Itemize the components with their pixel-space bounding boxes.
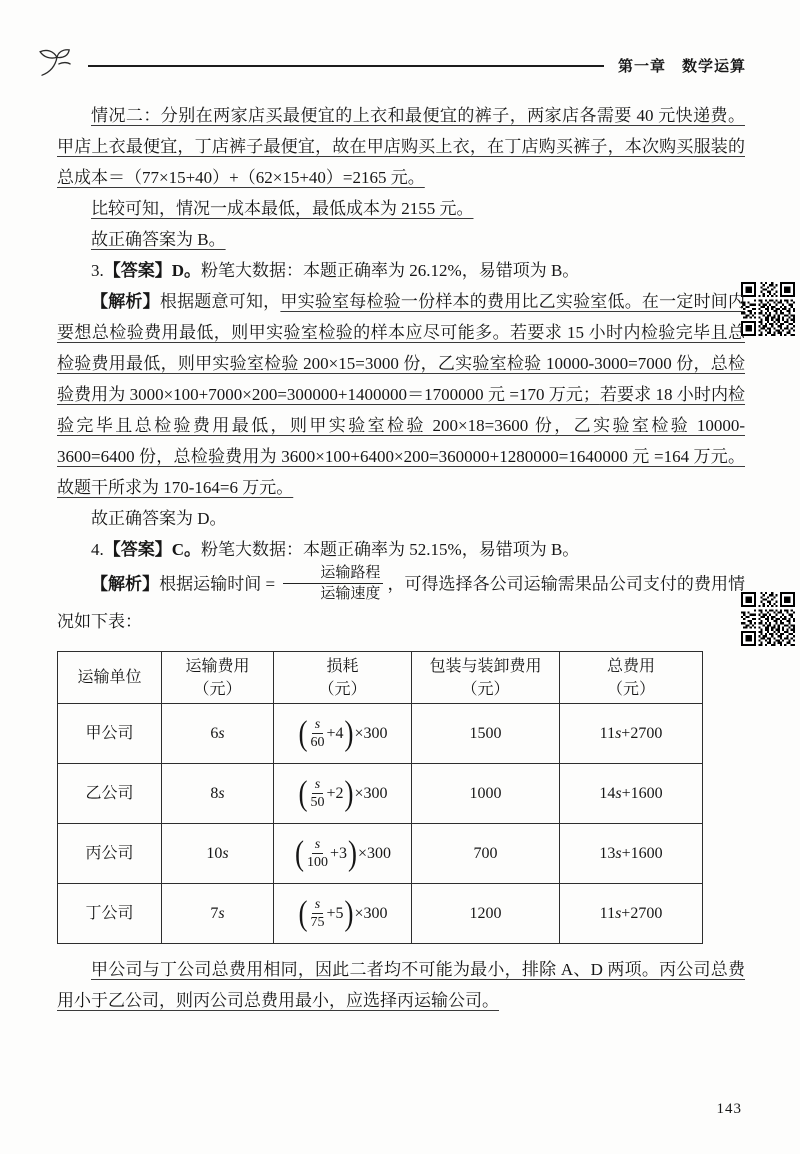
loss-addend: +2 xyxy=(326,785,344,802)
text-segment: 若要求 15 小时内检验完毕且总检验费用最低，则甲实验室检验 200×15=3000 份，乙实验室检验 10000-3000=7000 份，总检验费用为 3000×100+7000×200=300000+1400000＝1700000 元 =170 万元； xyxy=(57,323,745,404)
total-cell xyxy=(560,704,703,764)
cost-var: s xyxy=(222,845,229,862)
fraction xyxy=(308,776,326,811)
fraction-numerator: 运输路程 xyxy=(283,563,383,584)
text-segment: 粉笔大数据：本题正确率为 52.15%，易错项为 B。 xyxy=(201,540,580,559)
text-segment: 【解析】 xyxy=(91,292,160,311)
loss-var: s xyxy=(314,777,321,792)
total-rest: +2700 xyxy=(621,905,663,922)
analysis-label: 【解析】 xyxy=(91,574,160,594)
fraction-denominator: 50 xyxy=(310,795,325,810)
packing-cell: 1000 xyxy=(412,764,560,824)
right-paren: ) xyxy=(344,893,354,933)
right-paren: ) xyxy=(348,833,357,873)
text-segment: 甲公司与丁公司总费用相同，因此二者均不可能为最小，排除 A、D 两项。 xyxy=(91,960,660,979)
cost-cell xyxy=(162,704,274,764)
left-paren: ( xyxy=(298,773,308,813)
loss-addend: +4 xyxy=(326,725,344,742)
fraction xyxy=(305,836,330,871)
formula-suffix: ，可得选择各公司运输需果品公司支付的费用情况如下表： xyxy=(57,574,746,631)
table-row-company-jia xyxy=(58,704,703,764)
left-paren: ( xyxy=(298,713,308,753)
cost-coef: 7 xyxy=(210,905,219,922)
cost-coef: 8 xyxy=(210,785,219,802)
cost-coef: 6 xyxy=(210,725,219,742)
total-coef: 13 xyxy=(599,845,616,862)
cost-var: s xyxy=(218,905,225,922)
fraction-denominator: 60 xyxy=(310,735,325,750)
loss-cell xyxy=(274,824,412,884)
loss-multiplier: ×300 xyxy=(358,845,392,862)
text-segment: 故题干所求为 170-164=6 万元。 xyxy=(57,478,294,497)
header-label: 包装与装卸费用 xyxy=(429,657,542,675)
cost-cell xyxy=(162,824,274,884)
loss-cell xyxy=(274,884,412,944)
text-segment: 4. xyxy=(91,540,104,559)
fraction-numerator xyxy=(312,716,323,734)
total-rest: +2700 xyxy=(621,725,663,742)
text-segment: 若要求 18 小时内检验完毕且总检验费用最低，则甲实验室检验 200×18=3600 份，乙实验室检验 10000-3600=6400 份，总检验费用为 3600×100+6400×200=360000+1280000=1640000 元 =164 万元。 xyxy=(57,385,746,466)
main-content xyxy=(57,100,745,1016)
text-segment: 【答案】C。 xyxy=(103,540,202,559)
loss-multiplier: ×300 xyxy=(354,905,388,922)
case2-paragraph xyxy=(57,100,745,193)
cost-table xyxy=(57,651,703,944)
total-coef: 11 xyxy=(599,725,616,742)
fraction-denominator: 75 xyxy=(310,915,325,930)
loss-cell xyxy=(274,764,412,824)
fraction-numerator xyxy=(312,836,323,854)
text-segment: 3. xyxy=(91,261,104,280)
packing-cell: 700 xyxy=(412,824,560,884)
text-segment: 情况二：分别在两家店买最便宜的上衣和最便宜的裤子，两家店各需要 40 元快递费。甲店上衣最便宜，丁店裤子最便宜，故在甲店购买上衣，在丁店购买裤子，本次购买服装的总成本＝（77×15+40）+（62×15+40）=2165 元。 xyxy=(57,106,745,187)
header-unit: （元） xyxy=(193,680,242,698)
loss-var: s xyxy=(314,717,321,732)
cost-cell xyxy=(162,884,274,944)
table-row-company-ding xyxy=(58,884,703,944)
total-rest: +1600 xyxy=(621,785,663,802)
text-segment: 丙公司总费用小于乙公司，则丙公司总费用最小，应选择丙运输公司。 xyxy=(57,960,746,1010)
total-cell xyxy=(560,884,703,944)
text-segment: 故正确答案为 B。 xyxy=(91,230,226,249)
total-cell xyxy=(560,824,703,884)
loss-addend: +5 xyxy=(326,905,344,922)
chapter-heading xyxy=(618,55,746,76)
table-row-company-yi xyxy=(58,764,703,824)
fraction-numerator xyxy=(312,896,323,914)
loss-var: s xyxy=(314,897,321,912)
page-number: 143 xyxy=(716,1101,742,1117)
text-segment: 甲实验室每检验一份样本的费用比乙实验室低。在一定时间内要想总检验费用最低，则甲实验室检验的样本应尽可能多。 xyxy=(57,292,746,342)
table-header-row xyxy=(58,652,703,704)
right-paren: ) xyxy=(344,773,354,813)
total-var: s xyxy=(615,905,622,922)
company-cell: 丁公司 xyxy=(58,884,162,944)
fraction-numerator xyxy=(312,776,323,794)
q3-answer-line xyxy=(57,503,745,534)
header-label: 损耗 xyxy=(326,657,359,675)
col-header-transport-unit xyxy=(58,652,162,704)
header-label: 运输费用 xyxy=(185,657,250,675)
text-segment: 粉笔大数据：本题正确率为 26.12%，易错项为 B。 xyxy=(201,261,580,280)
loss-addend: +3 xyxy=(329,845,347,862)
cost-var: s xyxy=(218,725,225,742)
q3-analysis-paragraph xyxy=(57,286,745,503)
q3-answer-paragraph xyxy=(57,255,745,286)
table-row-company-bing xyxy=(58,824,703,884)
formula-prefix: 根据运输时间 = xyxy=(159,574,280,594)
fraction-denominator: 运输速度 xyxy=(320,586,381,602)
fraction xyxy=(308,716,326,751)
fraction xyxy=(308,896,326,931)
qr-code xyxy=(741,592,795,646)
comparison-paragraph xyxy=(57,193,745,224)
cost-coef: 10 xyxy=(206,845,223,862)
company-cell: 乙公司 xyxy=(58,764,162,824)
total-rest: +1600 xyxy=(621,845,663,862)
left-paren: ( xyxy=(294,833,304,873)
loss-multiplier: ×300 xyxy=(354,725,388,742)
plant-logo-icon xyxy=(36,48,78,78)
page-header xyxy=(36,48,746,78)
q4-answer-paragraph xyxy=(57,534,745,565)
company-cell: 甲公司 xyxy=(58,704,162,764)
col-header-transport-cost xyxy=(162,652,274,704)
cost-var: s xyxy=(218,785,225,802)
fraction-denominator: 100 xyxy=(306,855,328,870)
total-coef: 14 xyxy=(599,785,616,802)
total-var: s xyxy=(615,845,622,862)
col-header-total xyxy=(560,652,703,704)
left-paren: ( xyxy=(298,893,308,933)
inline-fraction xyxy=(283,563,383,604)
header-unit: （元） xyxy=(318,680,367,698)
header-label: 运输单位 xyxy=(77,669,142,686)
header-unit: （元） xyxy=(461,680,510,698)
q4-analysis-paragraph xyxy=(57,565,745,637)
q2-answer-line xyxy=(57,224,745,255)
chapter-number: 第一章 xyxy=(617,57,666,75)
total-coef: 11 xyxy=(599,905,616,922)
qr-code xyxy=(741,282,795,336)
col-header-packing xyxy=(412,652,560,704)
total-var: s xyxy=(615,725,622,742)
conclusion-paragraph xyxy=(57,954,745,1016)
loss-multiplier: ×300 xyxy=(354,785,388,802)
chapter-title: 数学运算 xyxy=(681,57,746,75)
header-rule xyxy=(88,65,604,67)
text-segment: 故正确答案为 D。 xyxy=(91,509,227,528)
loss-cell xyxy=(274,704,412,764)
packing-cell: 1200 xyxy=(412,884,560,944)
loss-var: s xyxy=(314,837,321,852)
text-segment: 根据题意可知， xyxy=(159,292,281,311)
col-header-loss xyxy=(274,652,412,704)
right-paren: ) xyxy=(344,713,354,753)
text-segment: 【答案】D。 xyxy=(103,261,202,280)
cost-cell xyxy=(162,764,274,824)
total-var: s xyxy=(615,785,622,802)
company-cell: 丙公司 xyxy=(58,824,162,884)
packing-cell: 1500 xyxy=(412,704,560,764)
total-cell xyxy=(560,764,703,824)
text-segment: 比较可知，情况一成本最低，最低成本为 2155 元。 xyxy=(91,199,474,218)
header-label: 总费用 xyxy=(606,657,655,675)
header-unit: （元） xyxy=(606,680,655,698)
